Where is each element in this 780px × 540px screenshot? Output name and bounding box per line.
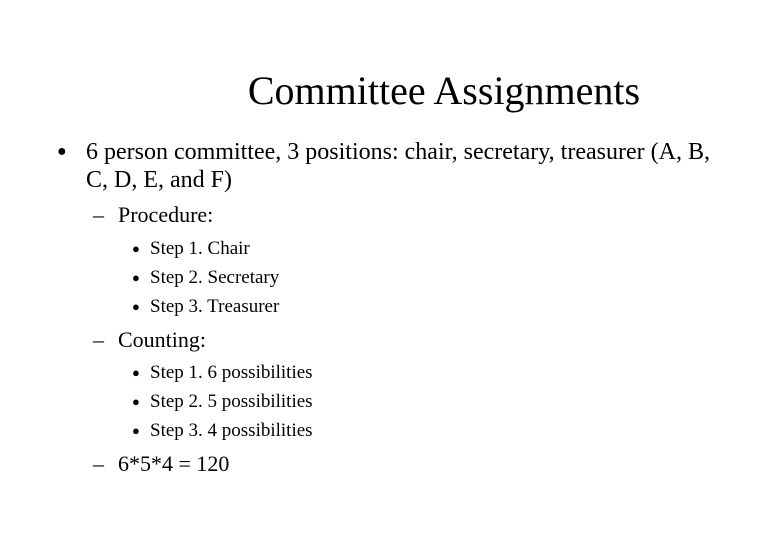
slide-title: Committee Assignments [247,68,641,113]
bullet-dot-icon: ● [132,365,140,380]
procedure-step [132,266,279,290]
counting-label: Counting: [118,327,207,352]
counting-step [132,390,313,414]
procedure-step [132,237,250,261]
bullet-dot-icon: ● [132,241,140,256]
counting-item [93,327,206,353]
dash-icon: – [93,327,104,352]
procedure-step [132,295,279,319]
procedure-step-text: Step 3. Treasurer [150,296,280,317]
bullet-dot-icon: ● [132,299,140,314]
bullet-dot-icon: ● [132,394,140,409]
procedure-step-text: Step 2. Secretary [150,267,280,288]
result-item [93,451,229,477]
bullet-dot-icon: ● [132,270,140,285]
procedure-item [93,202,213,228]
procedure-label: Procedure: [118,202,214,227]
counting-step [132,361,313,385]
counting-step-text: Step 1. 6 possibilities [150,362,313,383]
procedure-step-text: Step 1. Chair [150,238,250,259]
bullet-dot-icon: ● [132,423,140,438]
result-text: 6*5*4 = 120 [118,451,230,476]
counting-step-text: Step 2. 5 possibilities [150,391,313,412]
main-bullet [57,138,737,194]
main-bullet-text: 6 person committee, 3 positions: chair, secretary, treasurer (A, B, C, D, E, and F) [86,139,710,193]
counting-step-text: Step 3. 4 possibilities [150,420,313,441]
bullet-dot-icon: ● [57,143,67,160]
dash-icon: – [93,451,104,476]
counting-step [132,419,313,443]
dash-icon: – [93,202,104,227]
